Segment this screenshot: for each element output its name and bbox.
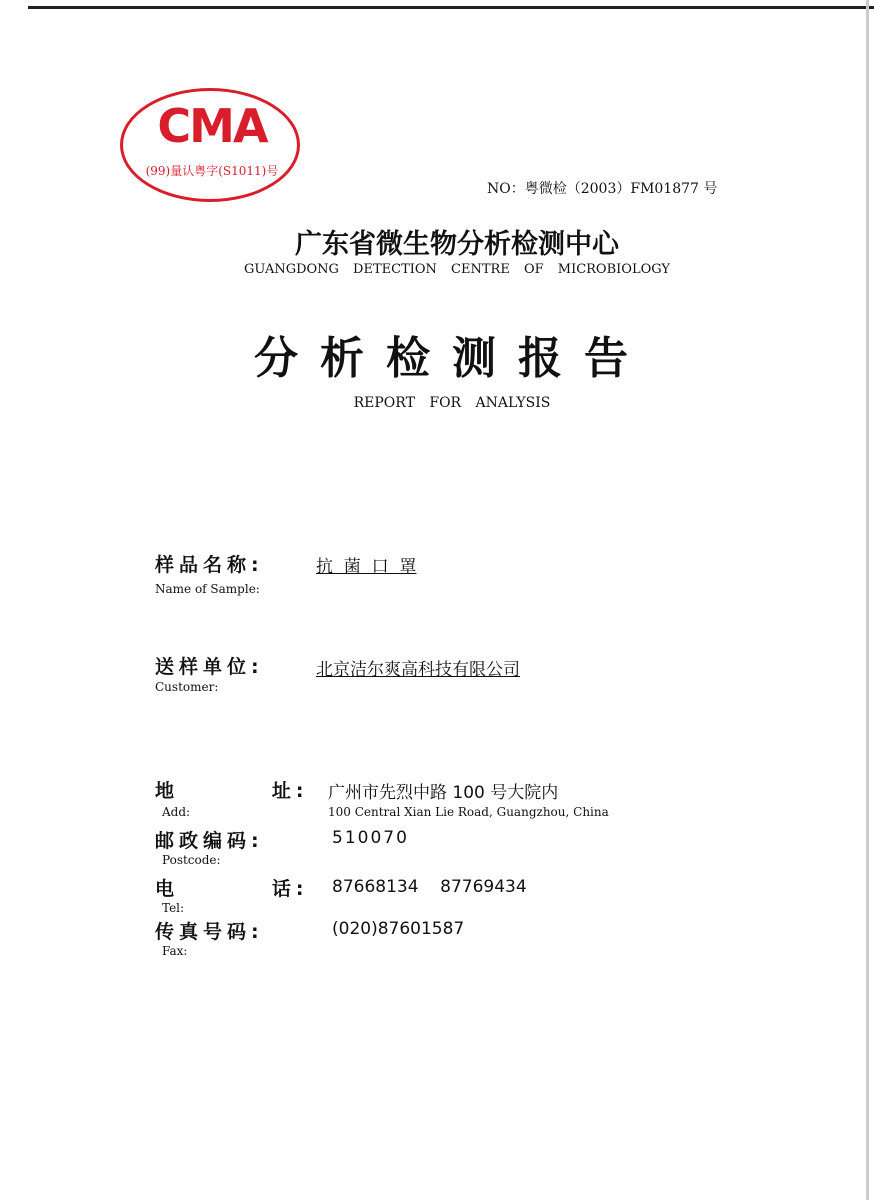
tel-label-en: Tel: bbox=[162, 901, 185, 915]
right-border-line bbox=[866, 0, 869, 1200]
sample-label-en: Name of Sample: bbox=[155, 582, 260, 596]
tel-value: 87668134 87769434 bbox=[332, 877, 527, 897]
fax-label-cn: 传真号码: bbox=[155, 921, 264, 943]
stamp-text: (99)量认粤字(S1011)号 bbox=[145, 164, 279, 178]
postcode-label-cn: 邮政编码: bbox=[155, 830, 264, 852]
postcode-value: 510070 bbox=[332, 828, 409, 848]
address-value-cn: 广州市先烈中路 100 号大院内 bbox=[328, 783, 559, 803]
report-number: NO：粤微检（2003）FM01877 号 bbox=[487, 181, 718, 197]
postcode-label-en: Postcode: bbox=[162, 853, 221, 867]
address-label-cn: 地 址: bbox=[155, 780, 309, 802]
report-title-cn: 分析检测报告 bbox=[254, 333, 650, 384]
address-label-en: Add: bbox=[162, 805, 191, 819]
tel-label-cn: 电 话: bbox=[155, 878, 309, 900]
customer-label-en: Customer: bbox=[155, 680, 219, 694]
sample-value: 抗 菌 口 罩 bbox=[316, 557, 417, 577]
stamp-logo: CMA bbox=[157, 99, 267, 153]
centre-name-cn: 广东省微生物分析检测中心 bbox=[295, 229, 619, 260]
top-border-line bbox=[28, 6, 874, 9]
report-title-en: REPORT FOR ANALYSIS bbox=[353, 395, 551, 411]
sample-label-cn: 样品名称: bbox=[155, 554, 264, 576]
customer-value: 北京洁尔爽高科技有限公司 bbox=[316, 660, 520, 680]
centre-name-en: GUANGDONG DETECTION CENTRE OF MICROBIOLOGY bbox=[244, 262, 670, 277]
customer-label-cn: 送样单位: bbox=[155, 656, 264, 678]
fax-value: (020)87601587 bbox=[332, 919, 465, 939]
cma-stamp bbox=[120, 88, 306, 208]
address-value-en: 100 Central Xian Lie Road, Guangzhou, China bbox=[328, 805, 609, 819]
fax-label-en: Fax: bbox=[162, 944, 188, 958]
